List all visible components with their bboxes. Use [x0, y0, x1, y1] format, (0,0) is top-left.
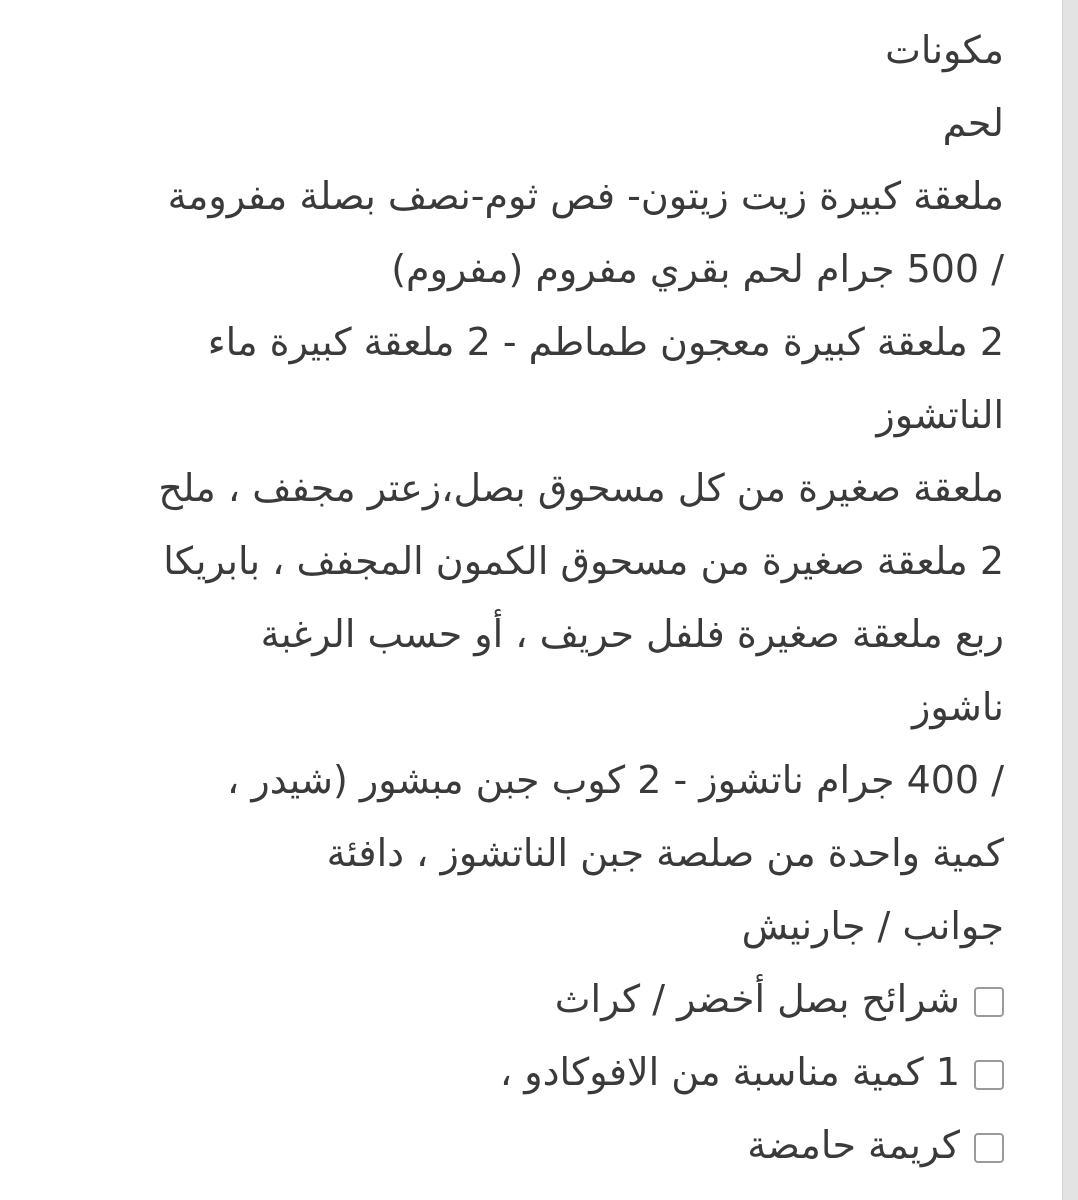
ingredient-line: ملعقة صغيرة من كل مسحوق بصل،زعتر مجفف ، ملح [158, 466, 1004, 510]
ingredient-line: الناتشوز [876, 393, 1004, 437]
checklist-item-label: شرائح بصل أخضر / كراث [554, 977, 960, 1021]
section-title: مكونات [885, 28, 1004, 72]
checkbox[interactable] [974, 1060, 1004, 1090]
checkbox[interactable] [974, 1133, 1004, 1163]
ingredient-line: كمية واحدة من صلصة جبن الناتشوز ، دافئة [326, 831, 1004, 875]
checklist-item [158, 1036, 1004, 1109]
ingredient-line: 2 ملعقة كبيرة معجون طماطم - 2 ملعقة كبيرة ماء [207, 320, 1004, 364]
ingredient-line: ملعقة كبيرة زيت زيتون- فص ثوم-نصف بصلة مفرومة [167, 174, 1004, 218]
checklist-item-label: 1 كمية مناسبة من الافوكادو ، [499, 1050, 960, 1094]
ingredient-line: جوانب / جارنيش [741, 904, 1004, 948]
checklist-item-label: كريمة حامضة [747, 1123, 960, 1167]
ingredient-line: / 500 جرام لحم بقري مفروم (مفروم) [391, 247, 1004, 291]
scrollbar[interactable] [1062, 0, 1078, 1200]
ingredient-line: لحم [942, 101, 1004, 145]
ingredient-line: ناشوز [912, 685, 1004, 729]
checklist-item [158, 1109, 1004, 1182]
ingredient-line: ربع ملعقة صغيرة فلفل حريف ، أو حسب الرغبة [260, 612, 1004, 656]
checkbox[interactable] [974, 987, 1004, 1017]
ingredients-list [158, 14, 1004, 1182]
checklist-item [158, 963, 1004, 1036]
ingredient-line: 2 ملعقة صغيرة من مسحوق الكمون المجفف ، بابريكا [163, 539, 1004, 583]
ingredient-line: / 400 جرام ناتشوز - 2 كوب جبن مبشور (شيدر ، [227, 758, 1004, 802]
